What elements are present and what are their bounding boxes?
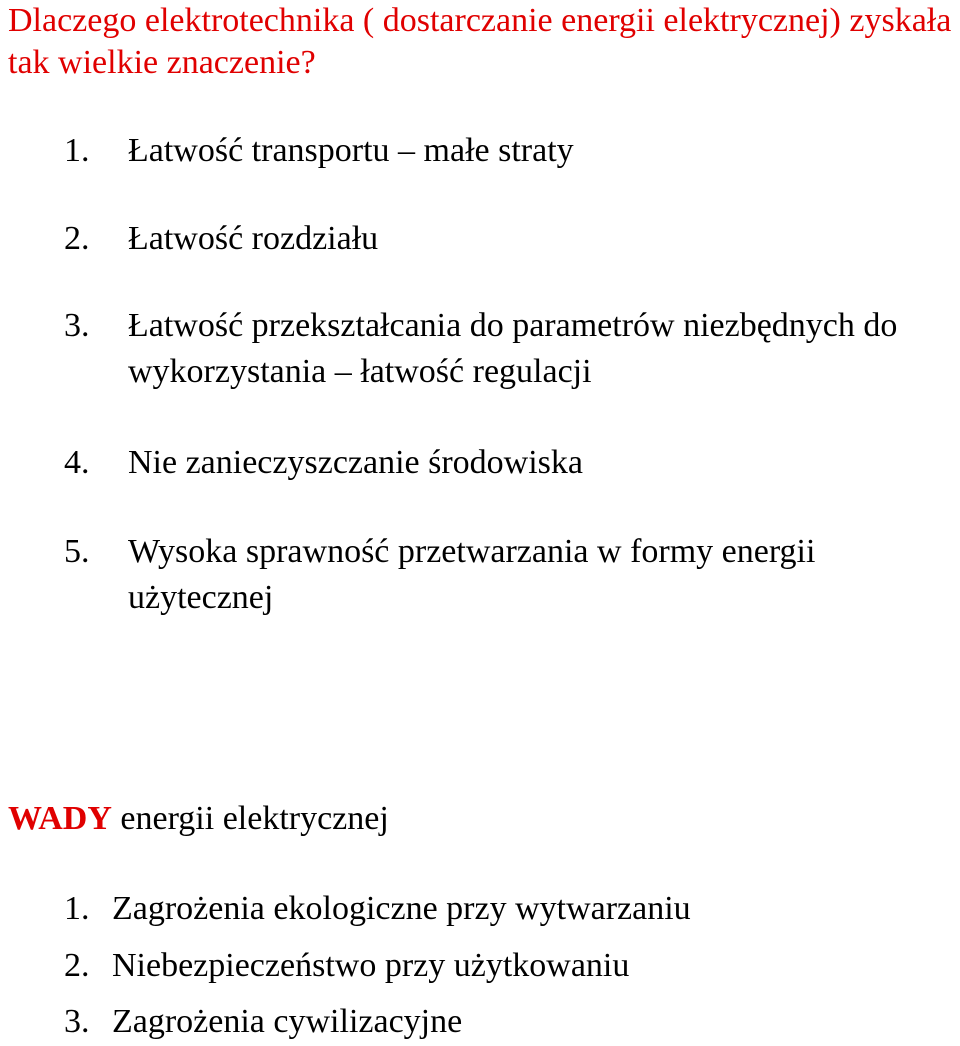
list-item-number: 2. <box>64 947 90 984</box>
list-item-text: Łatwość rozdziału <box>128 220 379 257</box>
list-item-text: Łatwość transportu – małe straty <box>128 132 574 169</box>
list-item-number: 4. <box>64 444 90 481</box>
list-item-number: 1. <box>64 132 90 169</box>
list-item-number: 5. <box>64 533 90 570</box>
page-title: Dlaczego elektrotechnika ( dostarczanie energii elektrycznej) zyskała tak wielkie znaczenie? <box>8 2 952 81</box>
list-item-text: Łatwość przekształcania do parametrów niezbędnych do wykorzystania – łatwość regulacji <box>128 307 898 390</box>
list-item-number: 3. <box>64 1003 90 1040</box>
list-item-text: Nie zanieczyszczanie środowiska <box>128 444 583 481</box>
list-item-number: 3. <box>64 307 90 344</box>
list-item-text: Zagrożenia cywilizacyjne <box>112 1003 463 1040</box>
list-item-number: 1. <box>64 890 90 927</box>
list-item-text: Wysoka sprawność przetwarzania w formy energii użytecznej <box>128 533 816 616</box>
disadvantages-heading-highlight: WADY <box>8 800 112 837</box>
list-item-text: Niebezpieczeństwo przy użytkowaniu <box>112 947 630 984</box>
disadvantages-heading-rest: energii elektrycznej <box>111 800 389 837</box>
disadvantages-heading <box>8 796 389 842</box>
list-item-text: Zagrożenia ekologiczne przy wytwarzaniu <box>112 890 691 927</box>
list-item-number: 2. <box>64 220 90 257</box>
